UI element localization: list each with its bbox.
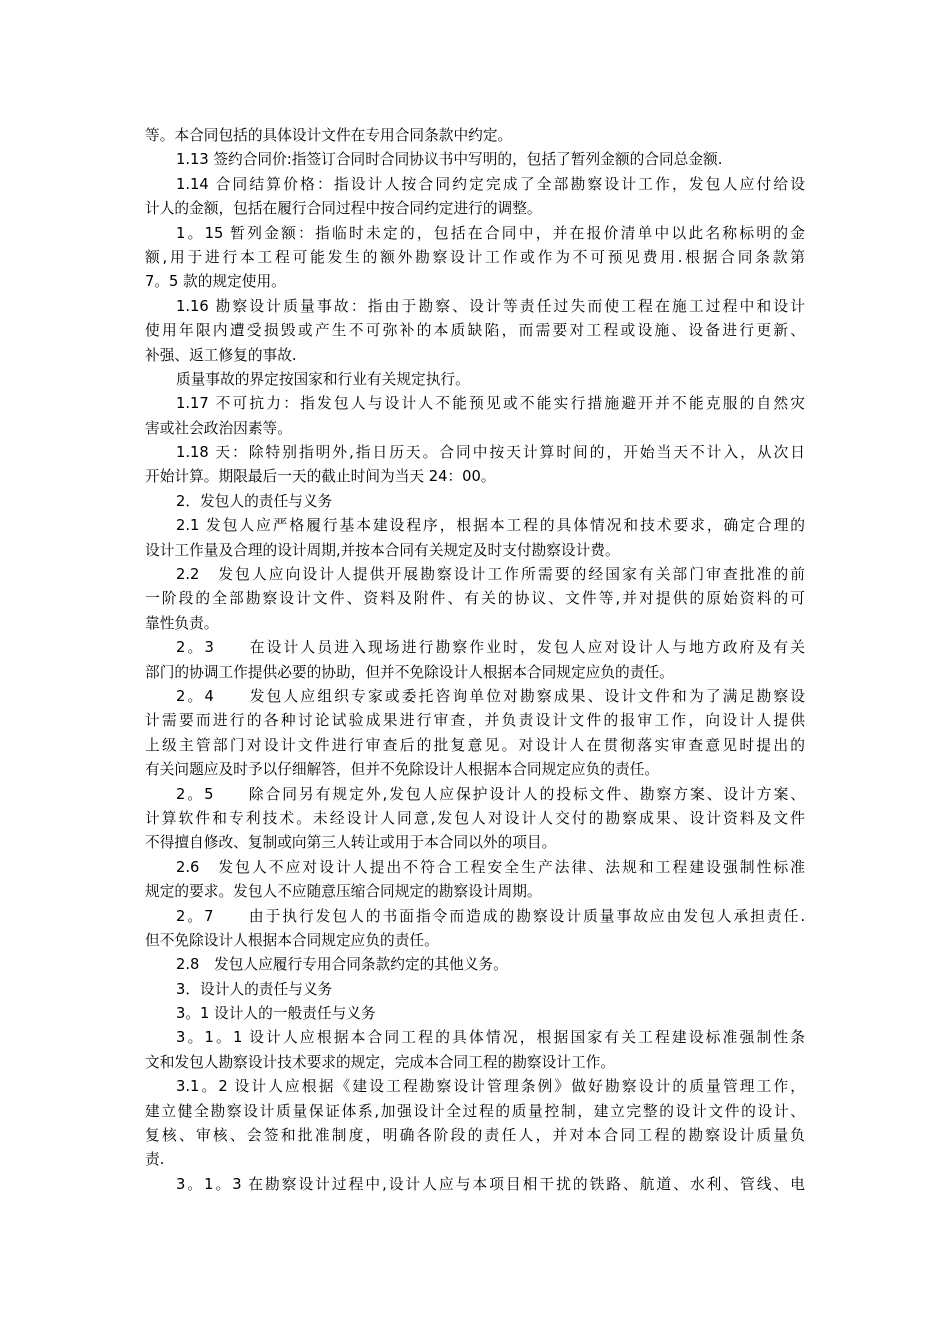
text-line: 1.18 天：除特别指明外,指日历天。合同中按天计算时间的，开始当天不计入，从次日 <box>176 444 805 462</box>
text-line: 计人的金额，包括在履行合同过程中按合同约定进行的调整。 <box>145 200 542 218</box>
text-line: 1.16 勘察设计质量事故：指由于勘察、设计等责任过失而使工程在施工过程中和设计 <box>176 297 805 315</box>
text-line: 2。4 发包人应组织专家或委托咨询单位对勘察成果、设计文件和为了满足勘察设 <box>176 687 805 705</box>
text-line: 2.1 发包人应严格履行基本建设程序，根据本工程的具体情况和技术要求，确定合理的 <box>176 517 805 535</box>
text-line: 3．设计人的责任与义务 <box>176 980 333 998</box>
document-body <box>145 124 805 1197</box>
text-line: 3。1。1 设计人应根据本合同工程的具体情况，根据国家有关工程建设标准强制性条 <box>176 1029 805 1047</box>
text-line: 2。7 由于执行发包人的书面指令而造成的勘察设计质量事故应由发包人承担责任. <box>176 907 805 925</box>
text-line: 复核、审核、会签和批准制度，明确各阶段的责任人，并对本合同工程的勘察设计质量负 <box>145 1127 805 1145</box>
text-line: 1.13 签约合同价:指签订合同时合同协议书中写明的，包括了暂列金额的合同总金额. <box>176 151 723 169</box>
text-line: 设计工作量及合理的设计周期,并按本合同有关规定及时支付勘察设计费。 <box>145 541 620 559</box>
text-line: 2.8 发包人应履行专用合同条款约定的其他义务。 <box>176 956 508 974</box>
text-line: 额,用于进行本工程可能发生的额外勘察设计工作或作为不可预见费用.根据合同条款第 <box>145 248 805 266</box>
text-line: 建立健全勘察设计质量保证体系,加强设计全过程的质量控制，建立完整的设计文件的设计、 <box>145 1102 805 1120</box>
text-line: 补强、返工修复的事故. <box>145 346 297 364</box>
text-line: 部门的协调工作提供必要的协助，但并不免除设计人根据本合同规定应负的责任。 <box>145 663 674 681</box>
text-line: 1.14 合同结算价格：指设计人按合同约定完成了全部勘察设计工作，发包人应付给设 <box>176 175 805 193</box>
text-line: 不得擅自修改、复制或向第三人转让或用于本合同以外的项目。 <box>145 834 557 852</box>
text-line: 使用年限内遭受损毁或产生不可弥补的本质缺陷，而需要对工程或设施、设备进行更新、 <box>145 322 805 340</box>
text-line: 有关问题应及时予以仔细解答，但并不免除设计人根据本合同规定应负的责任。 <box>145 761 660 779</box>
text-line: 3.1。2 设计人应根据《建设工程勘察设计管理条例》做好勘察设计的质量管理工作， <box>176 1078 805 1096</box>
text-line: 3。1。3 在勘察设计过程中,设计人应与本项目相干扰的铁路、航道、水利、管线、电 <box>176 1175 805 1193</box>
text-line: 1。15 暂列金额：指临时未定的，包括在合同中，并在报价清单中以此名称标明的金 <box>176 224 805 242</box>
text-line: 2．发包人的责任与义务 <box>176 492 333 510</box>
text-line: 等。本合同包括的具体设计文件在专用合同条款中约定。 <box>145 127 513 144</box>
text-line: 但不免除设计人根据本合同规定应负的责任。 <box>145 931 439 949</box>
text-line: 文和发包人勘察设计技术要求的规定，完成本合同工程的勘察设计工作。 <box>145 1053 616 1071</box>
text-line: 规定的要求。发包人不应随意压缩合同规定的勘察设计周期。 <box>145 883 542 901</box>
text-line: 3。1 设计人的一般责任与义务 <box>176 1005 376 1023</box>
text-line: 7。5 款的规定使用。 <box>145 273 286 291</box>
text-line: 2。5 除合同另有规定外,发包人应保护设计人的投标文件、勘察方案、设计方案、 <box>176 785 805 803</box>
text-line: 害或社会政治因素等。 <box>145 419 292 437</box>
text-line: 1.17 不可抗力：指发包人与设计人不能预见或不能实行措施避开并不能克服的自然灾 <box>176 395 805 413</box>
text-line: 一阶段的全部勘察设计文件、资料及附件、有关的协议、文件等,并对提供的原始资料的可 <box>145 590 805 608</box>
text-line: 质量事故的界定按国家和行业有关规定执行。 <box>176 370 470 388</box>
text-line: 2.2 发包人应向设计人提供开展勘察设计工作所需要的经国家有关部门审查批准的前 <box>176 566 805 584</box>
text-line: 2。3 在设计人员进入现场进行勘察作业时，发包人应对设计人与地方政府及有关 <box>176 639 805 657</box>
text-line: 靠性负责。 <box>145 614 219 632</box>
text-line: 2.6 发包人不应对设计人提出不符合工程安全生产法律、法规和工程建设强制性标准 <box>176 858 805 876</box>
text-line: 上级主管部门对设计文件进行审查后的批复意见。对设计人在贯彻落实审查意见时提出的 <box>145 736 805 754</box>
text-line: 计算软件和专利技术。未经设计人同意,发包人对设计人交付的勘察成果、设计资料及文件 <box>145 809 805 827</box>
text-line: 计需要而进行的各种讨论试验成果进行审查，并负责设计文件的报审工作，向设计人提供 <box>145 712 805 730</box>
text-line: 责. <box>145 1151 165 1169</box>
text-line: 开始计算。期限最后一天的截止时间为当天 24：00。 <box>145 468 496 486</box>
